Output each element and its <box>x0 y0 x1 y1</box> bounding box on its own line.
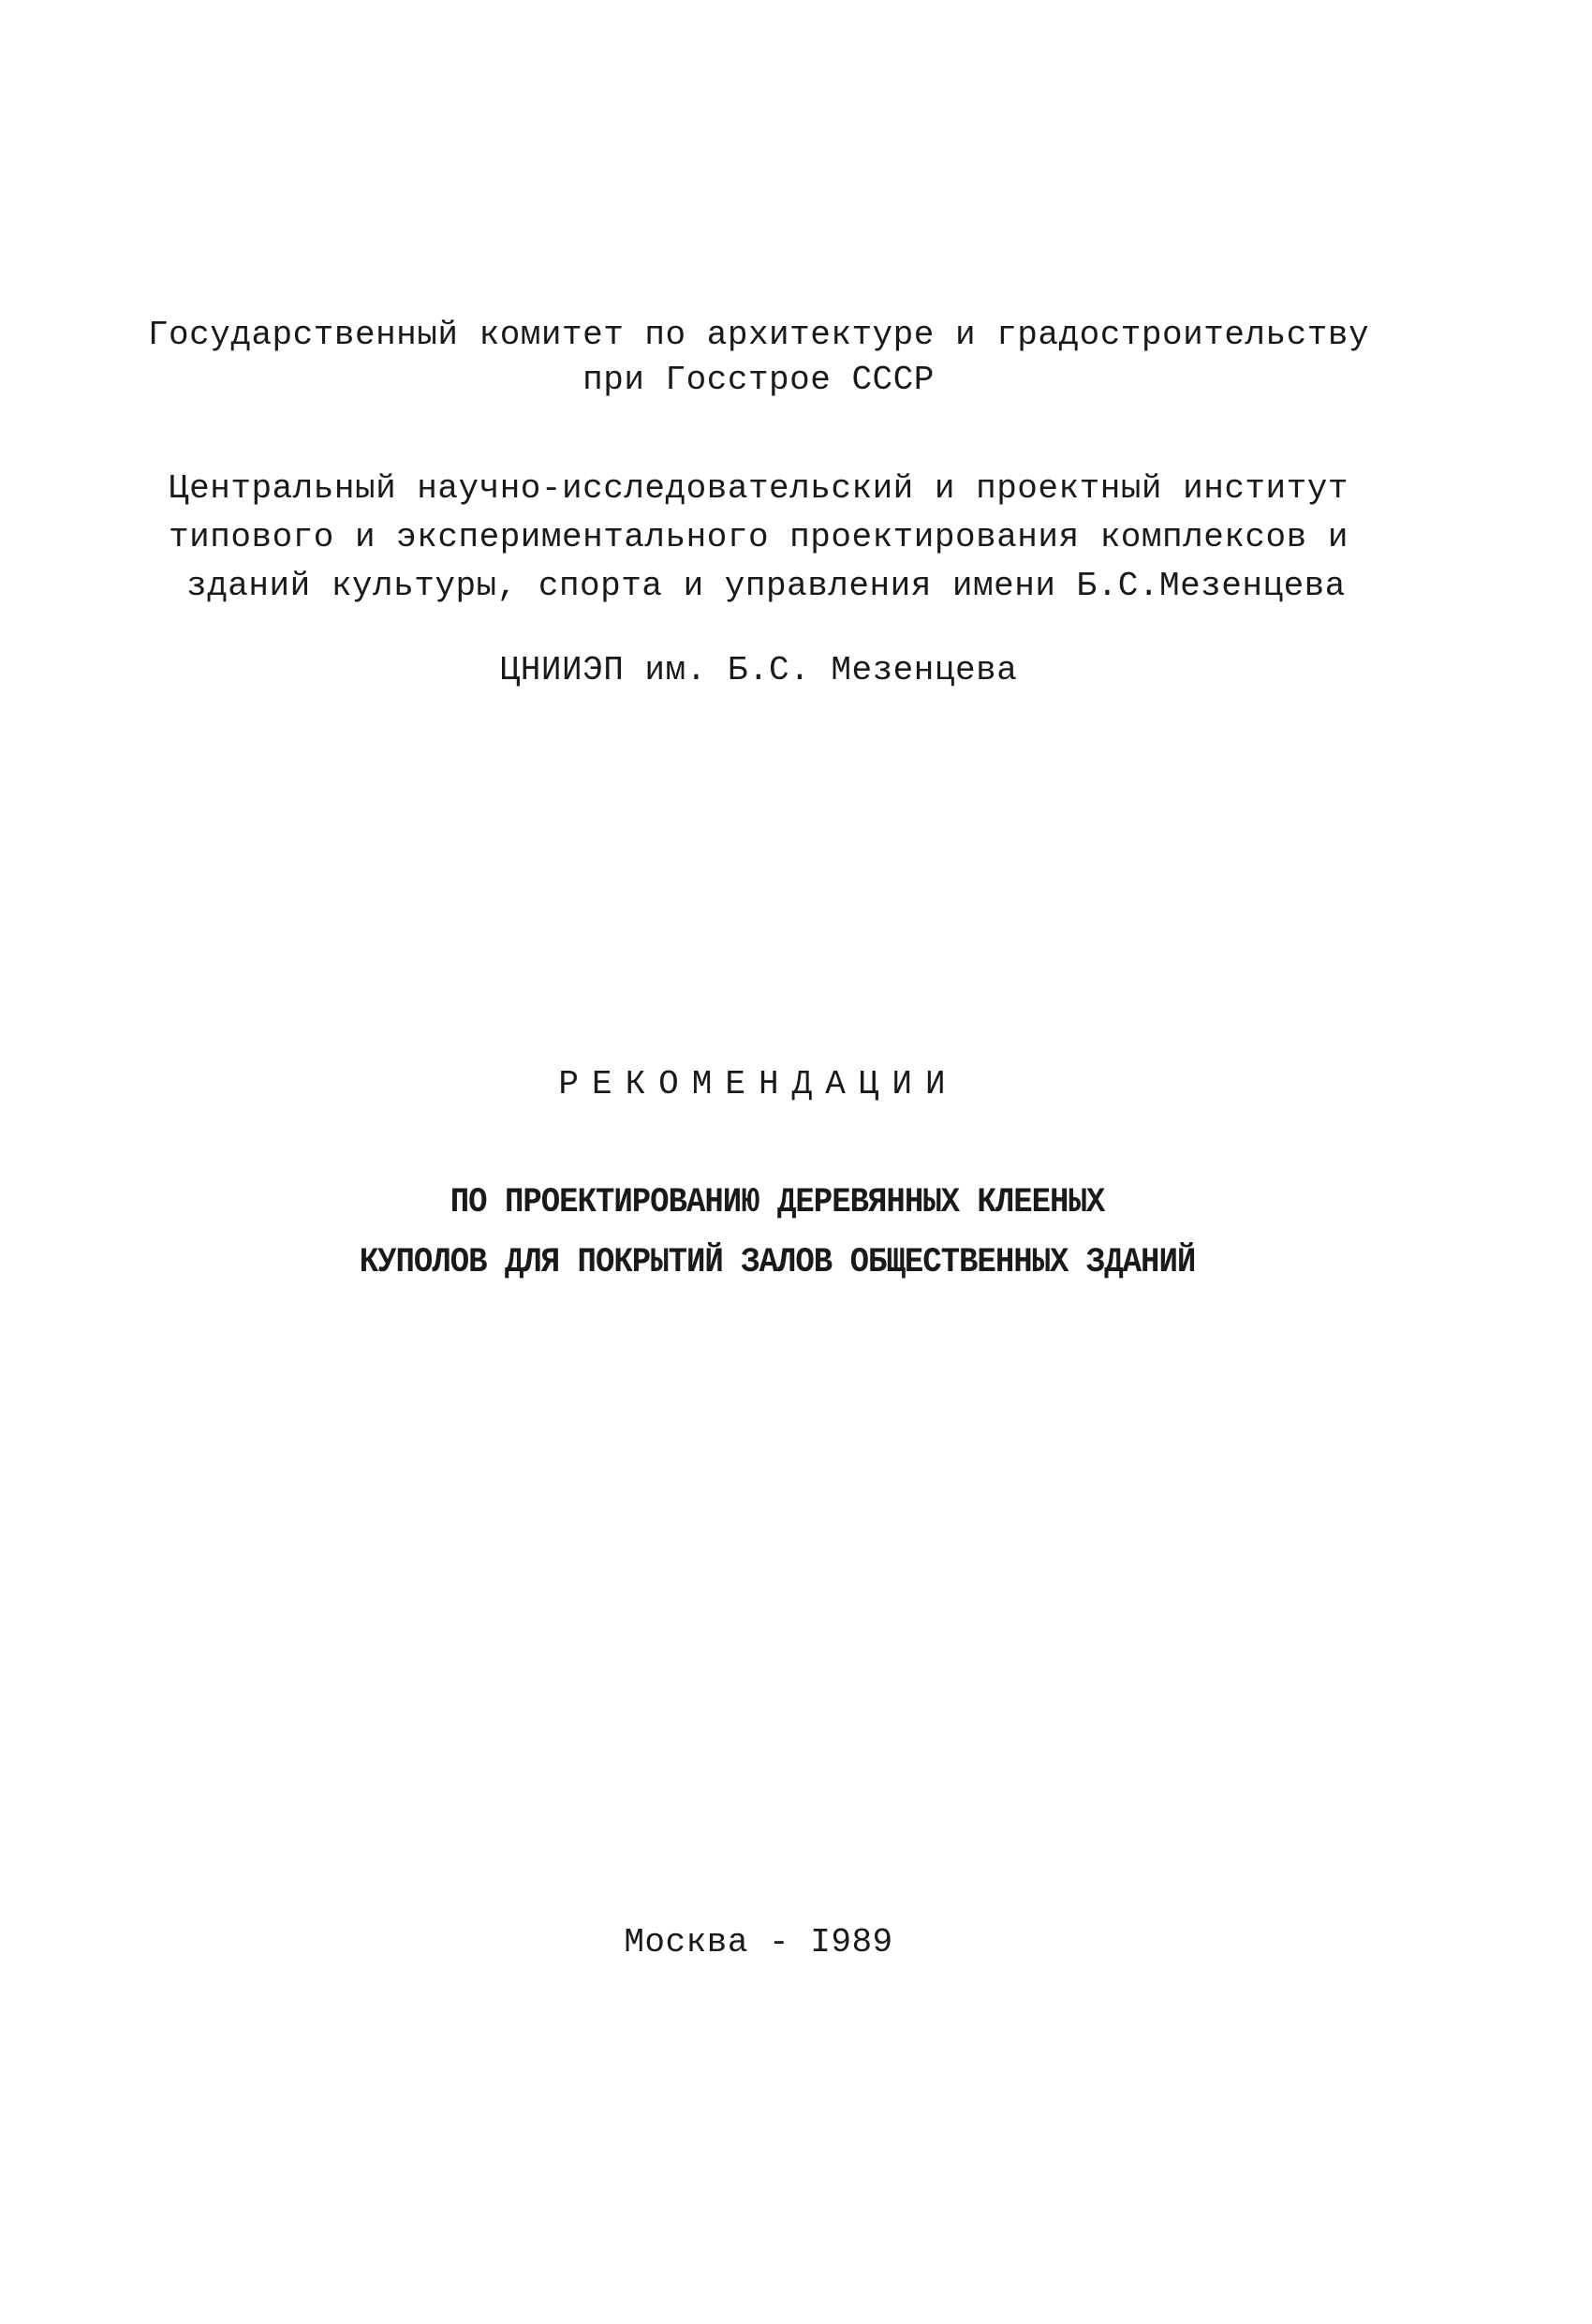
institute-line-2: типового и экспериментального проектирования комплексов и <box>169 518 1349 556</box>
institute-abbreviation: ЦНИИЭП им. Б.С. Мезенцева <box>499 651 1018 689</box>
institute-line-1: Центральный научно-исследовательский и проектный институт <box>169 469 1349 508</box>
committee-line-1: Государственный комитет по архитектуре и градостроительству <box>147 316 1370 354</box>
document-type: РЕКОМЕНДАЦИИ <box>558 1065 959 1103</box>
institute-line-3: зданий культуры, спорта и управления имени Б.С.Мезенцева <box>186 567 1346 605</box>
committee-line-2: при Госстрое СССР <box>582 361 935 399</box>
document-subtitle-line-1: ПО ПРОЕКТИРОВАНИЮ ДЕРЕВЯННЫХ КЛЕЕНЫХ <box>450 1183 1105 1222</box>
publication-city-year: Москва - I989 <box>624 1923 893 1961</box>
document-subtitle-line-2: КУПОЛОВ ДЛЯ ПОКРЫТИЙ ЗАЛОВ ОБЩЕСТВЕННЫХ ЗДАНИЙ <box>359 1243 1196 1282</box>
